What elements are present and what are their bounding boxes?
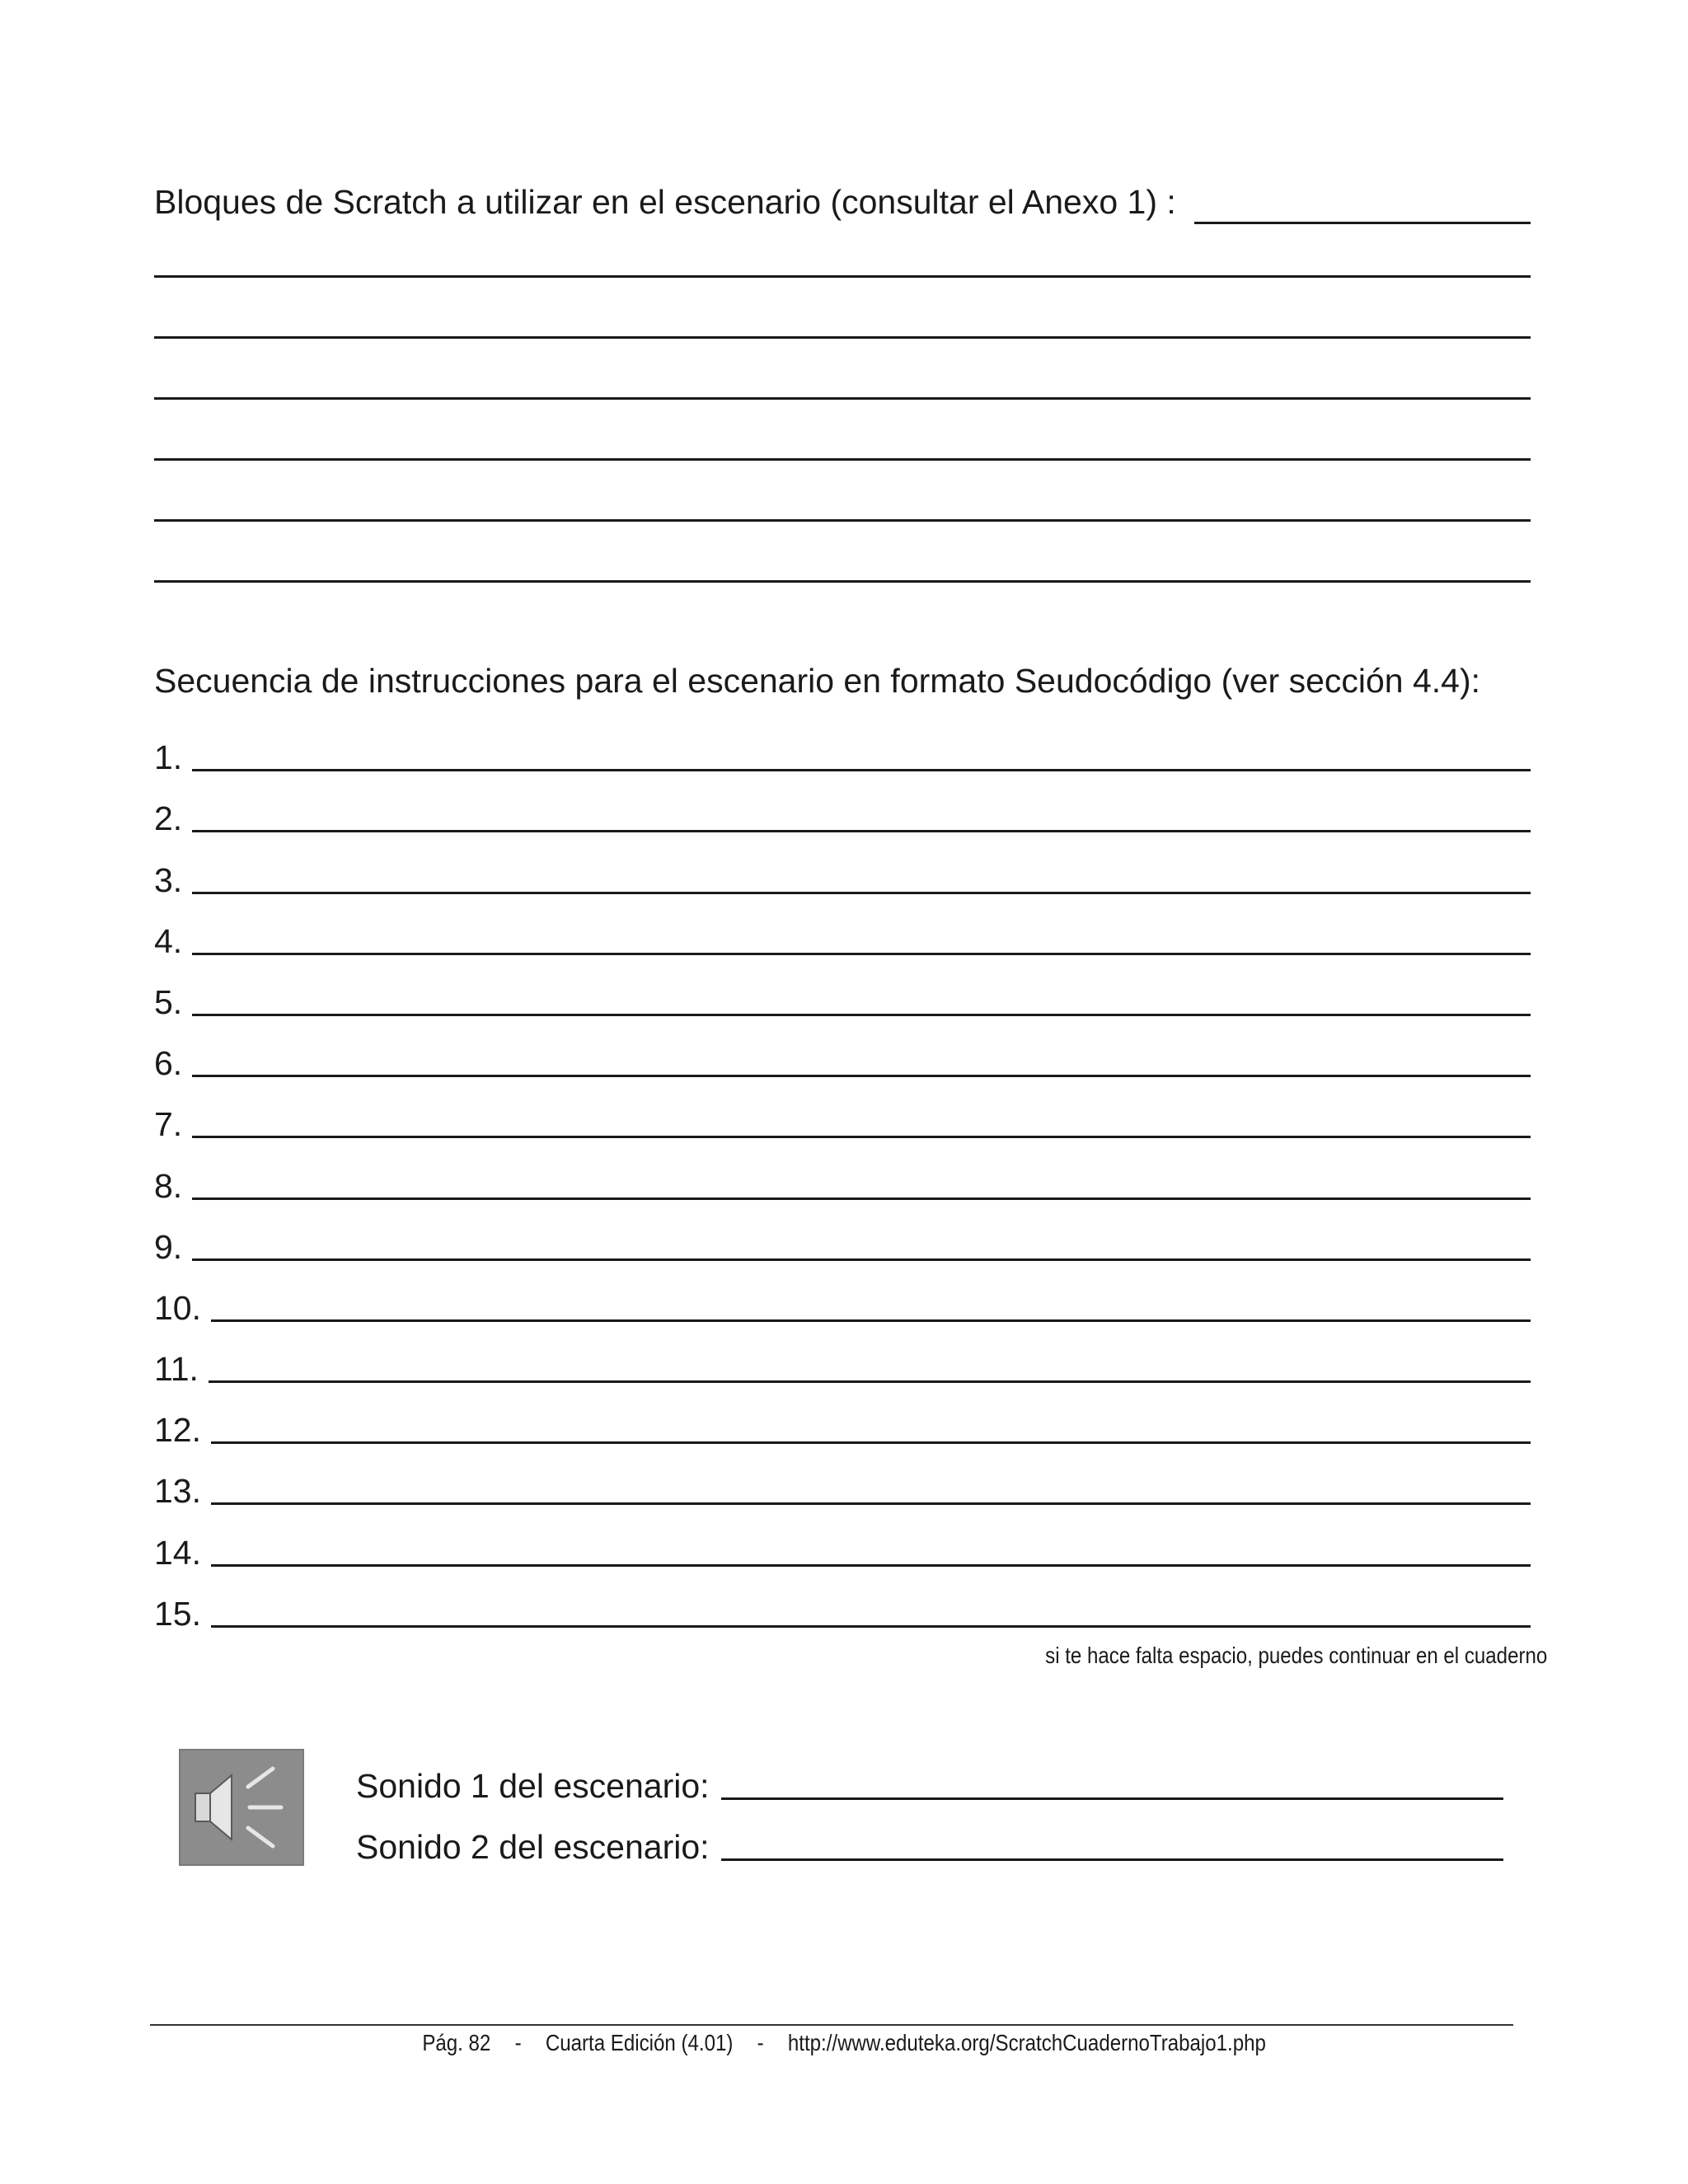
continue-note: si te hace falta espacio, puedes continuar en el cuaderno — [1044, 1643, 1547, 1668]
sequence-item — [154, 899, 1531, 960]
sequence-item-number: 9. — [154, 1227, 183, 1266]
sound-answer-line[interactable] — [721, 1858, 1503, 1861]
speaker-icon — [179, 1749, 304, 1866]
sequence-item — [154, 1205, 1531, 1266]
footer-rule — [150, 2024, 1513, 2026]
sequence-item-answer-line[interactable] — [192, 769, 1531, 771]
blocks-heading-row — [154, 175, 1531, 224]
sequence-item — [154, 1572, 1531, 1633]
sequence-item-number: 11. — [154, 1350, 199, 1389]
sequence-item — [154, 1021, 1531, 1082]
blocks-heading: Bloques de Scratch a utilizar en el escenario (consultar el Anexo 1) : — [154, 183, 1176, 221]
blocks-blank-line[interactable] — [154, 336, 1531, 339]
sequence-item-answer-line[interactable] — [192, 1075, 1531, 1077]
footer-separator: - — [514, 2030, 522, 2055]
sequence-list — [154, 715, 1531, 1633]
sequence-item-answer-line[interactable] — [211, 1502, 1531, 1505]
sequence-item-answer-line[interactable] — [192, 1014, 1531, 1016]
sound-list — [356, 1744, 1503, 1866]
sequence-item-number: 4. — [154, 921, 183, 960]
sequence-item-answer-line[interactable] — [192, 1197, 1531, 1200]
blocks-blank-line[interactable] — [154, 580, 1531, 583]
footer-url[interactable]: http://www.eduteka.org/ScratchCuadernoTrabajo1.php — [787, 2030, 1266, 2055]
footer-edition: Cuarta Edición (4.01) — [545, 2030, 734, 2055]
blocks-blank-line[interactable] — [154, 458, 1531, 461]
sequence-item — [154, 1082, 1531, 1143]
sequence-item-number: 12. — [154, 1411, 201, 1450]
sequence-heading: Secuencia de instrucciones para el escenario en formato Seudocódigo (ver sección 4.4): — [154, 662, 1481, 700]
sequence-item-number: 5. — [154, 982, 183, 1021]
sequence-item-number: 3. — [154, 860, 183, 899]
sequence-item-answer-line[interactable] — [192, 830, 1531, 832]
sequence-item-answer-line[interactable] — [192, 892, 1531, 894]
sequence-item-number: 8. — [154, 1166, 183, 1205]
sound-label: Sonido 2 del escenario: — [356, 1828, 710, 1866]
sequence-item-answer-line[interactable] — [211, 1625, 1531, 1628]
blocks-answer-line[interactable] — [1194, 222, 1531, 224]
sequence-item — [154, 837, 1531, 898]
sound-row — [356, 1744, 1503, 1805]
blocks-blank-line[interactable] — [154, 275, 1531, 278]
sound-row — [356, 1805, 1503, 1866]
sequence-item-answer-line[interactable] — [192, 1136, 1531, 1138]
sequence-item — [154, 1510, 1531, 1571]
sequence-item — [154, 1388, 1531, 1449]
sequence-item-answer-line[interactable] — [209, 1380, 1531, 1383]
footer — [0, 2030, 1688, 2056]
sequence-item-number: 7. — [154, 1105, 183, 1144]
sequence-item — [154, 1327, 1531, 1388]
sequence-item — [154, 960, 1531, 1021]
sequence-item — [154, 715, 1531, 776]
sequence-item — [154, 1143, 1531, 1204]
sequence-item — [154, 1449, 1531, 1510]
blocks-blank-line[interactable] — [154, 397, 1531, 400]
footer-separator: - — [757, 2030, 764, 2055]
sequence-item-answer-line[interactable] — [211, 1319, 1531, 1322]
footer-page-number: Pág. 82 — [422, 2030, 491, 2055]
sound-answer-line[interactable] — [721, 1797, 1503, 1800]
sequence-item-answer-line[interactable] — [211, 1564, 1531, 1567]
sequence-item-answer-line[interactable] — [211, 1441, 1531, 1444]
sequence-item-number: 2. — [154, 799, 183, 838]
blocks-blank-line[interactable] — [154, 519, 1531, 522]
sequence-item — [154, 776, 1531, 837]
sequence-item-number: 15. — [154, 1594, 201, 1633]
sequence-item — [154, 1266, 1531, 1327]
sequence-item-number: 14. — [154, 1533, 201, 1572]
sequence-item-number: 13. — [154, 1472, 201, 1511]
sequence-item-answer-line[interactable] — [192, 1258, 1531, 1261]
sound-label: Sonido 1 del escenario: — [356, 1767, 710, 1805]
sequence-item-answer-line[interactable] — [192, 953, 1531, 955]
sequence-item-number: 1. — [154, 738, 183, 777]
sequence-item-number: 6. — [154, 1044, 183, 1083]
sequence-item-number: 10. — [154, 1288, 201, 1327]
